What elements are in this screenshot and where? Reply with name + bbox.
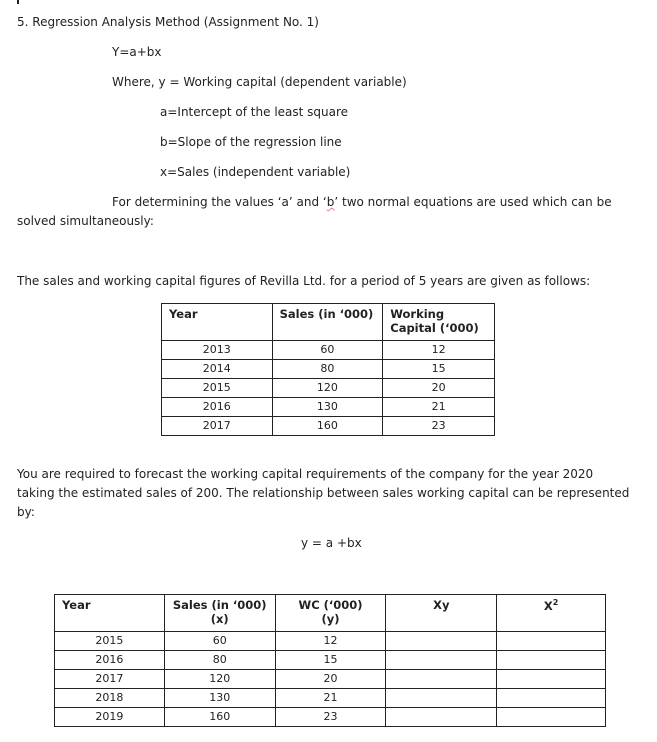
cell-year: 2018 <box>55 689 165 708</box>
header-wc-line1: WC (‘000) <box>298 598 363 612</box>
header-sales-x <box>164 595 275 632</box>
cell-x-squared <box>497 670 606 689</box>
paragraph-forecast-line3: by: <box>17 505 35 519</box>
cell-year: 2017 <box>162 417 273 436</box>
header-wc-line2: (y) <box>321 612 340 626</box>
header-sales-line2: (x) <box>210 612 229 626</box>
spellcheck-underlined-b: b <box>326 195 335 209</box>
header-x-exponent: 2 <box>552 598 559 607</box>
cell-wc: 15 <box>383 360 495 379</box>
para1-post: ’ two normal equations are used which can be <box>334 195 612 209</box>
cell-wc: 23 <box>275 708 386 727</box>
cell-year: 2013 <box>162 341 273 360</box>
header-sales-line1: Sales (in ‘000) <box>172 598 267 612</box>
cell-year: 2015 <box>55 632 165 651</box>
table1-intro: The sales and working capital figures of Revilla Ltd. for a period of 5 years are given as follows: <box>17 274 591 288</box>
regression-worksheet-table <box>54 594 606 727</box>
cell-xy <box>386 632 497 651</box>
regression-equation: Y=a+bx <box>112 45 162 59</box>
cell-wc: 12 <box>383 341 495 360</box>
cell-x-squared <box>497 689 606 708</box>
paragraph-forecast-line2: taking the estimated sales of 200. The relationship between sales working capital can be represented <box>17 486 630 500</box>
cell-sales: 130 <box>272 398 383 417</box>
cell-xy <box>386 689 497 708</box>
cell-sales: 60 <box>164 632 275 651</box>
table-header-row <box>55 595 606 632</box>
header-year: Year <box>55 595 165 632</box>
definition-x: x=Sales (independent variable) <box>160 165 351 179</box>
header-sales: Sales (in ‘000) <box>272 304 383 341</box>
cell-sales: 80 <box>272 360 383 379</box>
page-edge-mark <box>17 0 19 4</box>
header-xy: Xy <box>386 595 497 632</box>
header-working-line1: Working <box>390 307 445 321</box>
cell-sales: 80 <box>164 651 275 670</box>
sales-working-capital-table <box>161 303 495 436</box>
header-working-capital <box>383 304 495 341</box>
table-row <box>55 670 606 689</box>
cell-wc: 21 <box>383 398 495 417</box>
cell-sales: 120 <box>164 670 275 689</box>
table-row <box>55 708 606 727</box>
cell-wc: 21 <box>275 689 386 708</box>
cell-year: 2017 <box>55 670 165 689</box>
cell-wc: 20 <box>383 379 495 398</box>
header-x-base: X <box>543 598 553 613</box>
cell-wc: 20 <box>275 670 386 689</box>
cell-x-squared <box>497 651 606 670</box>
cell-year: 2016 <box>162 398 273 417</box>
relationship-equation: y = a +bx <box>301 536 362 550</box>
cell-year: 2014 <box>162 360 273 379</box>
header-working-line2: Capital (‘000) <box>390 321 479 335</box>
paragraph-forecast-line1: You are required to forecast the working capital requirements of the company for the year 2020 <box>17 467 594 481</box>
para1-pre: For determining the values ‘a’ and ‘ <box>112 195 327 209</box>
definition-b: b=Slope of the regression line <box>160 135 342 149</box>
cell-wc: 15 <box>275 651 386 670</box>
cell-wc: 12 <box>275 632 386 651</box>
cell-sales: 160 <box>164 708 275 727</box>
cell-year: 2019 <box>55 708 165 727</box>
cell-sales: 130 <box>164 689 275 708</box>
cell-wc: 23 <box>383 417 495 436</box>
header-x-squared <box>497 595 606 632</box>
table-row <box>162 398 495 417</box>
cell-xy <box>386 651 497 670</box>
table-row <box>162 341 495 360</box>
cell-year: 2015 <box>162 379 273 398</box>
paragraph-normal-equations-line2: solved simultaneously: <box>17 214 154 228</box>
section-heading: 5. Regression Analysis Method (Assignment No. 1) <box>17 15 319 29</box>
table-row <box>55 651 606 670</box>
definition-a: a=Intercept of the least square <box>160 105 349 119</box>
cell-x-squared <box>497 632 606 651</box>
table-row <box>55 632 606 651</box>
table-row <box>55 689 606 708</box>
table-row <box>162 379 495 398</box>
header-year: Year <box>162 304 273 341</box>
header-wc-y <box>275 595 386 632</box>
where-definition-y: Where, y = Working capital (dependent variable) <box>112 75 407 89</box>
table-row <box>162 360 495 379</box>
cell-year: 2016 <box>55 651 165 670</box>
table-row <box>162 417 495 436</box>
cell-sales: 160 <box>272 417 383 436</box>
cell-sales: 120 <box>272 379 383 398</box>
table-header-row <box>162 304 495 341</box>
cell-xy <box>386 708 497 727</box>
cell-sales: 60 <box>272 341 383 360</box>
cell-x-squared <box>497 708 606 727</box>
paragraph-normal-equations-line1 <box>112 195 612 209</box>
cell-xy <box>386 670 497 689</box>
